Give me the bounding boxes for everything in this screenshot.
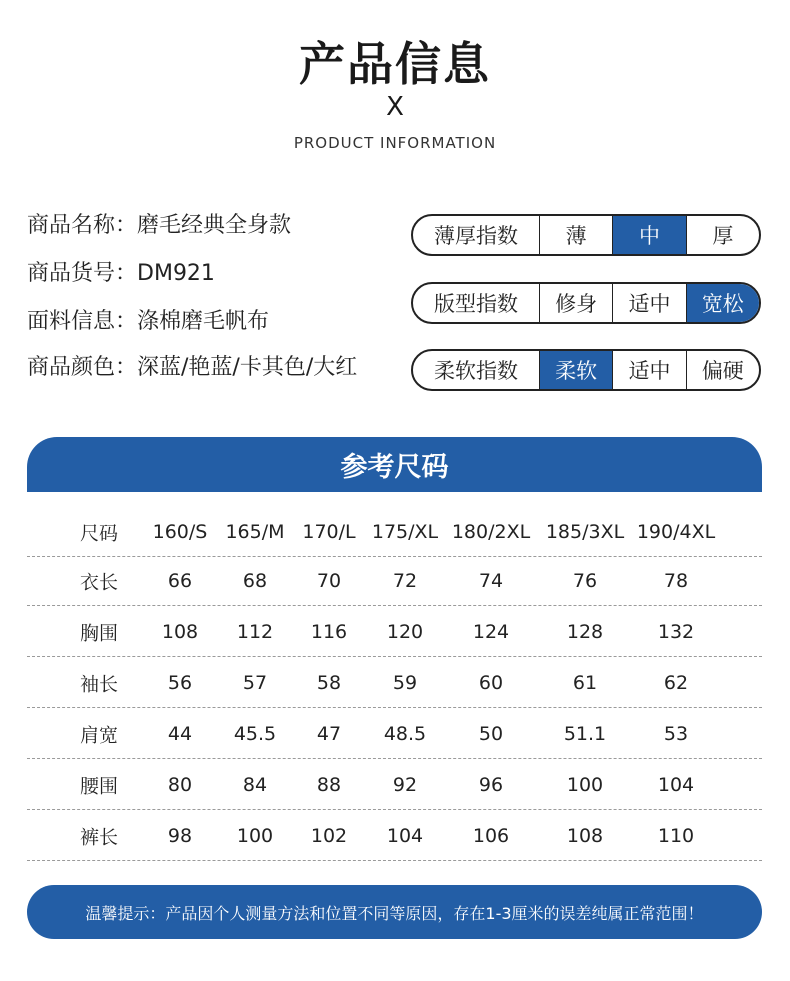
index-option-moderate: 适中 xyxy=(613,351,686,389)
table-row xyxy=(27,811,762,861)
table-cell: 96 xyxy=(478,773,504,796)
table-header-cell: 170/L xyxy=(302,520,356,543)
index-option-medium: 中 xyxy=(613,216,686,254)
table-cell: 108 xyxy=(161,620,199,643)
table-cell: 80 xyxy=(167,773,193,796)
table-cell: 59 xyxy=(392,671,418,694)
table-cell: 132 xyxy=(657,620,695,643)
table-row-label: 腰围 xyxy=(79,775,119,797)
info-label: 商品名称： xyxy=(27,213,138,238)
table-row xyxy=(27,760,762,810)
table-row-label: 肩宽 xyxy=(79,724,119,746)
table-cell: 102 xyxy=(310,824,348,847)
table-cell: 100 xyxy=(566,773,604,796)
table-header-cell: 190/4XL xyxy=(636,520,716,543)
index-option-regular: 适中 xyxy=(613,284,686,322)
table-cell: 57 xyxy=(242,671,268,694)
table-header-cell: 160/S xyxy=(152,520,208,543)
table-cell: 47 xyxy=(316,722,342,745)
table-row-label: 衣长 xyxy=(79,571,119,593)
index-label: 薄厚指数 xyxy=(413,216,540,254)
table-header-cell: 尺码 xyxy=(79,522,119,544)
info-colors xyxy=(27,350,357,381)
info-value: 磨毛经典全身款 xyxy=(137,213,292,238)
info-fabric xyxy=(27,304,269,335)
table-cell: 58 xyxy=(316,671,342,694)
table-cell: 61 xyxy=(572,671,598,694)
info-label: 面料信息： xyxy=(27,309,138,334)
table-header-cell: 165/M xyxy=(225,520,285,543)
table-header-cell: 185/3XL xyxy=(545,520,625,543)
index-option-thick: 厚 xyxy=(712,224,734,248)
table-cell: 128 xyxy=(566,620,604,643)
table-row xyxy=(27,658,762,708)
info-product-code xyxy=(27,256,215,287)
table-cell: 50 xyxy=(478,722,504,745)
table-cell: 84 xyxy=(242,773,268,796)
warm-tip: 温馨提示：产品因个人测量方法和位置不同等原因，存在1-3厘米的误差纯属正常范围！ xyxy=(27,885,762,939)
page-title: 产品信息 xyxy=(299,37,491,91)
table-cell: 104 xyxy=(386,824,424,847)
title-x-mark: X xyxy=(386,92,404,122)
table-cell: 53 xyxy=(663,722,689,745)
table-cell: 76 xyxy=(572,569,598,592)
table-cell: 120 xyxy=(386,620,424,643)
table-row-label: 袖长 xyxy=(79,673,119,695)
info-value: 深蓝/艳蓝/卡其色/大红 xyxy=(137,355,358,380)
index-label: 柔软指数 xyxy=(413,351,540,389)
table-cell: 72 xyxy=(392,569,418,592)
index-option-slim: 修身 xyxy=(540,284,613,322)
index-option-stiff: 偏硬 xyxy=(701,359,744,383)
table-cell: 56 xyxy=(167,671,193,694)
table-cell: 106 xyxy=(472,824,510,847)
table-cell: 48.5 xyxy=(383,722,427,745)
info-label: 商品货号： xyxy=(27,261,138,286)
table-cell: 88 xyxy=(316,773,342,796)
page-subtitle: PRODUCT INFORMATION xyxy=(293,134,497,152)
table-cell: 78 xyxy=(663,569,689,592)
table-cell: 66 xyxy=(167,569,193,592)
table-header-cell: 175/XL xyxy=(371,520,439,543)
table-cell: 124 xyxy=(472,620,510,643)
table-header-row xyxy=(27,507,762,557)
fit-index xyxy=(411,282,761,324)
table-row-label: 胸围 xyxy=(79,622,119,644)
info-label: 商品颜色： xyxy=(27,355,138,380)
index-option-soft: 柔软 xyxy=(540,351,613,389)
info-value: DM921 xyxy=(137,261,215,286)
table-header-cell: 180/2XL xyxy=(451,520,531,543)
table-cell: 116 xyxy=(310,620,348,643)
table-cell: 45.5 xyxy=(233,722,277,745)
table-row xyxy=(27,709,762,759)
table-cell: 70 xyxy=(316,569,342,592)
table-cell: 68 xyxy=(242,569,268,592)
thickness-index xyxy=(411,214,761,256)
table-cell: 100 xyxy=(236,824,274,847)
table-row-label: 裤长 xyxy=(79,826,119,848)
softness-index xyxy=(411,349,761,391)
table-row xyxy=(27,556,762,606)
table-cell: 112 xyxy=(236,620,274,643)
table-row xyxy=(27,607,762,657)
table-cell: 62 xyxy=(663,671,689,694)
table-cell: 60 xyxy=(478,671,504,694)
index-option-loose: 宽松 xyxy=(687,284,759,322)
index-option-thin: 薄 xyxy=(540,216,613,254)
table-cell: 74 xyxy=(478,569,504,592)
table-cell: 110 xyxy=(657,824,695,847)
table-cell: 108 xyxy=(566,824,604,847)
index-label: 版型指数 xyxy=(413,284,540,322)
table-cell: 51.1 xyxy=(563,722,607,745)
info-product-name xyxy=(27,208,291,239)
size-section-title: 参考尺码 xyxy=(27,437,762,492)
info-value: 涤棉磨毛帆布 xyxy=(137,309,270,334)
table-cell: 104 xyxy=(657,773,695,796)
table-cell: 44 xyxy=(167,722,193,745)
table-cell: 92 xyxy=(392,773,418,796)
table-cell: 98 xyxy=(167,824,193,847)
